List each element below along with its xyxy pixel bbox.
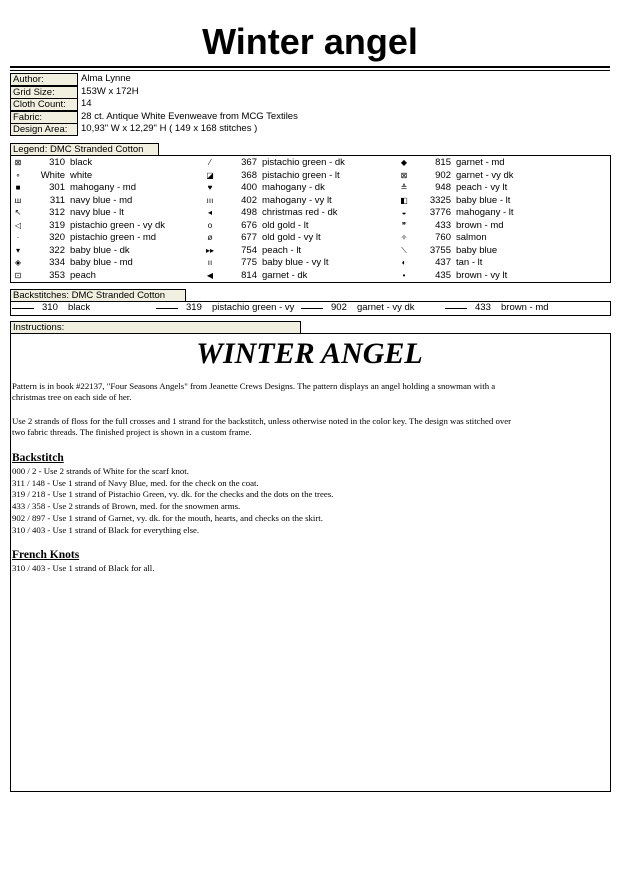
legend-code: 320 (49, 232, 65, 243)
legend-color-name: pistachio green - md (70, 232, 157, 243)
legend-color-name: pistachio green - lt (262, 169, 340, 181)
info-label: Cloth Count: (10, 98, 78, 111)
legend-code: 400 (241, 182, 257, 193)
legend-symbol-icon: ⁄ (209, 158, 211, 167)
backstitch-name: black (68, 302, 91, 313)
backstitch-instruction: 902 / 897 - Use 1 strand of Garnet, vy. dk. for the mouth, hearts, and checks on the skirt. (12, 512, 323, 523)
backstitch-instruction: 310 / 403 - Use 1 strand of Black for everything else. (12, 524, 200, 535)
backstitches-box (10, 301, 611, 316)
legend-code: 433 (435, 219, 451, 231)
legend-code: 815 (435, 157, 451, 168)
french-knots-heading: French Knots (12, 549, 80, 561)
legend-color-name: pistachio green - vy dk (70, 219, 166, 231)
french-knot-instruction: 310 / 403 - Use 1 strand of Black for all. (12, 563, 155, 573)
legend-symbol-icon: ⟍ (401, 245, 407, 255)
legend-code: 775 (241, 257, 257, 268)
legend-color-name: baby blue - md (70, 257, 133, 268)
legend-code: 3755 (429, 244, 451, 256)
info-label: Grid Size: (10, 86, 78, 99)
legend-code: 902 (435, 169, 451, 181)
legend-code: 760 (435, 232, 451, 243)
backstitch-instruction: 000 / 2 - Use 2 strands of White for the scarf knot. (12, 466, 189, 476)
legend-code: 754 (241, 244, 257, 256)
backstitch-line (156, 308, 178, 309)
backstitch-instruction: 319 / 218 - Use 1 strand of Pistachio Green, vy. dk. for the checks and the dots on the trees. (12, 489, 334, 500)
legend-code: 814 (241, 269, 257, 281)
legend-symbol-icon: ⊠ (14, 158, 22, 167)
legend-color-name: garnet - dk (262, 269, 308, 281)
legend-symbol-icon: ◁ (14, 220, 22, 230)
legend-color-name: navy blue - md (70, 194, 133, 206)
legend-code: 310 (49, 157, 65, 168)
info-label: Fabric: (10, 111, 78, 124)
legend-code: 319 (49, 219, 65, 231)
legend-symbol-icon: ▸▸ (205, 245, 215, 255)
legend-color-name: old gold - vy lt (262, 232, 321, 243)
instructions-paragraph (12, 381, 607, 403)
paragraph-line: two fabric threads. The finished project is shown in a custom frame. (12, 427, 252, 437)
info-value: Alma Lynne (81, 73, 131, 84)
backstitch-name: brown - md (501, 302, 549, 313)
legend-color-name: black (70, 157, 93, 168)
legend-symbol-icon: ∘ (15, 170, 21, 180)
backstitch-code: 310 (42, 302, 58, 313)
legend-symbol-icon: ◧ (400, 195, 408, 205)
backstitch-name: pistachio green - vy (212, 302, 295, 313)
legend-color-name: mahogany - lt (456, 207, 514, 218)
backstitch-line (445, 308, 467, 309)
backstitch-name: garnet - vy dk (357, 302, 415, 313)
legend-code: 498 (241, 207, 257, 218)
legend-symbol-icon: ♥ (207, 183, 213, 192)
legend-symbol-icon: ◐ (401, 258, 407, 267)
legend-color-name: brown - md (456, 219, 504, 231)
info-label: Design Area: (10, 123, 78, 136)
legend-color-name: white (70, 169, 93, 181)
legend-color-name: peach (70, 269, 96, 281)
legend-code: 402 (241, 194, 257, 206)
backstitch-line (301, 308, 323, 309)
legend-symbol-icon: ш (14, 195, 22, 205)
legend-symbol-icon: ııı (206, 195, 214, 205)
backstitch-line (12, 308, 34, 309)
paragraph-line: christmas tree on each side of her. (12, 392, 132, 402)
info-value: 10,93" W x 12,29" H ( 149 x 168 stitches ) (81, 123, 258, 134)
paragraph-line: Use 2 strands of floss for the full crosses and 1 strand for the backstitch, unless otherwise noted in the color key. The design was stitched over (12, 416, 512, 426)
legend-code: White (40, 169, 65, 181)
legend-color-name: navy blue - lt (70, 207, 124, 218)
legend-symbol-icon: ıı (207, 258, 213, 267)
legend-code: 322 (49, 244, 65, 256)
backstitch-code: 902 (331, 302, 347, 313)
instructions-content (11, 334, 608, 790)
info-value: 28 ct. Antique White Evenweave from MCG Textiles (81, 110, 298, 122)
info-label: Author: (10, 73, 78, 86)
legend-symbol-icon: ◀ (206, 270, 214, 280)
backstitch-code: 319 (186, 302, 202, 313)
legend-code: 676 (241, 219, 257, 231)
legend-symbol-icon: ◒ (401, 208, 407, 217)
legend-code: 368 (241, 169, 257, 181)
legend-symbol-icon: ⊡ (14, 270, 22, 280)
legend-code: 311 (49, 194, 65, 206)
legend-box (10, 155, 611, 283)
backstitch-instruction: 311 / 148 - Use 1 strand of Navy Blue, med. for the check on the coat. (12, 477, 259, 488)
backstitch-instruction: 433 / 358 - Use 2 strands of Brown, med. for the snowmen arms. (12, 501, 241, 512)
legend-symbol-icon: ø (207, 233, 213, 242)
title-rule (10, 66, 610, 68)
legend-color-name: pistachio green - dk (262, 157, 345, 168)
legend-color-name: peach - lt (262, 244, 302, 256)
legend-code: 437 (435, 257, 451, 268)
legend-symbol-icon: ❞ (401, 220, 407, 230)
legend-color-name: christmas red - dk (262, 207, 338, 218)
legend-symbol-icon: ✧ (400, 233, 408, 242)
legend-color-name: old gold - lt (262, 219, 309, 231)
legend-symbol-icon: • (402, 270, 406, 280)
info-value: 14 (81, 98, 92, 109)
legend-symbol-icon: ◂ (207, 208, 212, 217)
legend-color-name: tan - lt (456, 257, 483, 268)
info-value: 153W x 172H (81, 85, 139, 97)
legend-code: 301 (49, 182, 65, 193)
legend-color-name: garnet - vy dk (456, 169, 514, 181)
legend-code: 435 (435, 269, 451, 281)
legend-code: 334 (49, 257, 65, 268)
legend-code: 367 (241, 157, 257, 168)
legend-column (12, 156, 202, 282)
instructions-paragraph (12, 416, 607, 438)
legend-code: 948 (435, 182, 451, 193)
backstitches-heading: Backstitches: DMC Stranded Cotton (10, 289, 186, 302)
backstitch-section-heading: Backstitch (12, 452, 64, 464)
legend-code: 3325 (429, 194, 451, 206)
legend-color-name: mahogany - md (70, 182, 137, 193)
title-rule-thin (10, 70, 610, 71)
instructions-heading: Instructions: (10, 321, 301, 334)
paragraph-line: Pattern is in book #22137, "Four Seasons Angels" from Jeanette Crews Designs. The pattern displays an angel holding a snowman with a (12, 381, 496, 391)
legend-heading: Legend: DMC Stranded Cotton (10, 143, 159, 156)
backstitch-code: 433 (475, 302, 491, 313)
legend-symbol-icon: ■ (15, 183, 21, 192)
legend-symbol-icon: ≙ (400, 183, 408, 192)
legend-symbol-icon: ◪ (206, 170, 214, 180)
legend-color-name: garnet - md (456, 157, 505, 168)
legend-code: 312 (49, 207, 65, 218)
legend-column (204, 156, 394, 282)
legend-color-name: baby blue - dk (70, 244, 130, 256)
legend-code: 353 (49, 269, 65, 281)
legend-symbol-icon: · (16, 233, 20, 242)
legend-column (398, 156, 588, 282)
legend-symbol-icon: ◆ (400, 158, 408, 167)
legend-color-name: baby blue - vy lt (262, 257, 329, 268)
legend-color-name: salmon (456, 232, 487, 243)
legend-color-name: peach - vy lt (456, 182, 508, 193)
instructions-title: WINTER ANGEL (196, 337, 423, 370)
legend-symbol-icon: ↖ (14, 208, 22, 217)
legend-symbol-icon: ▾ (15, 245, 20, 255)
legend-color-name: brown - vy lt (456, 269, 508, 281)
legend-color-name: baby blue (456, 244, 498, 256)
legend-color-name: mahogany - vy lt (262, 194, 332, 206)
legend-code: 677 (241, 232, 257, 243)
legend-symbol-icon: o (207, 220, 213, 230)
legend-code: 3776 (429, 207, 451, 218)
legend-symbol-icon: ⊠ (400, 170, 408, 180)
page-title: Winter angel (202, 21, 418, 62)
legend-color-name: baby blue - lt (456, 194, 511, 206)
legend-symbol-icon: ◈ (14, 258, 22, 267)
legend-color-name: mahogany - dk (262, 182, 325, 193)
